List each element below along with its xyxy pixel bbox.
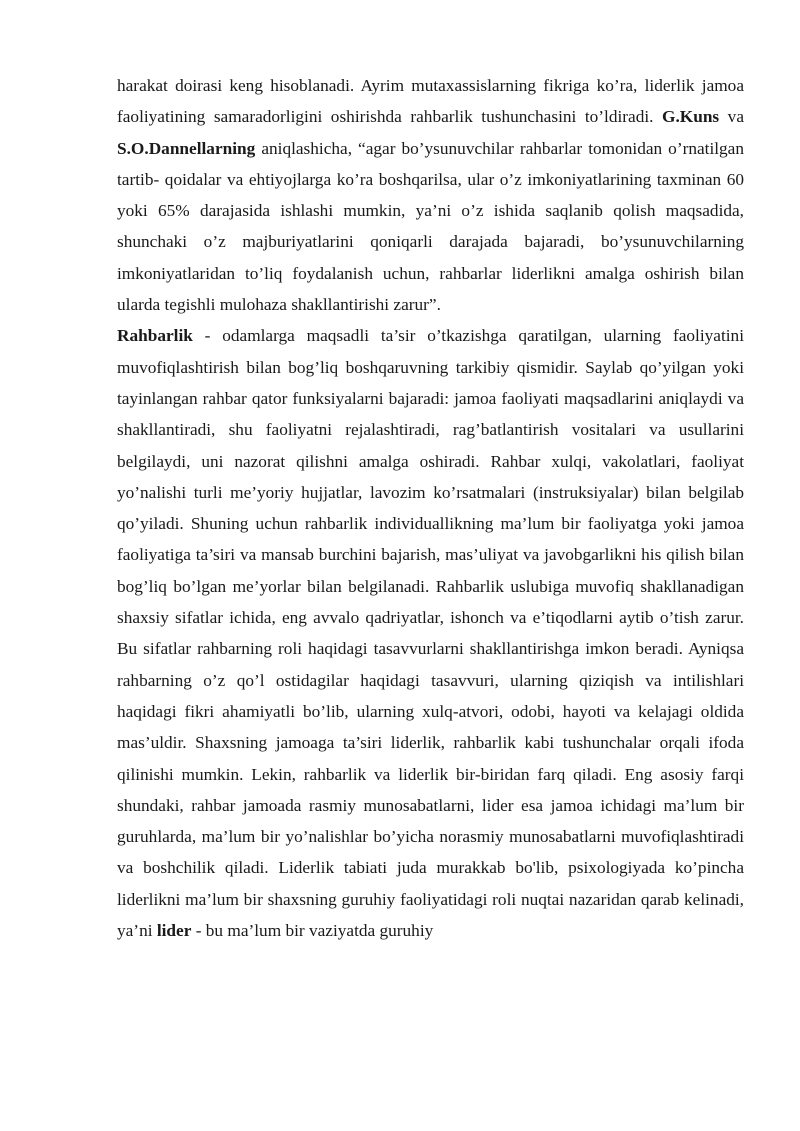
- paragraph-1-text-3: aniqlashicha, “agar bo’ysunuvchilar rahbarlar tomonidan o’rnatilgan tartib- qoidalar va ehtiyojlarga ko’ra boshqarilsa, ular o’z imkoniyatlarining taxminan 60 yoki 65% darajasida ishlashi mumkin, ya’ni o’z ishida saqlanib qolish maqsadida, shunchaki o’z majburiyatlarini qoniqarli darajada bajaradi, bo’ysunuvchilarning imkoniyatlaridan to’liq foydalanish uchun, rahbarlar liderlikni amalga oshirish bilan ularda tegishli mulohaza shakllantirishi zarur”.: [117, 138, 744, 315]
- paragraph-1: [117, 70, 744, 320]
- paragraph-2-text-2: - bu ma’lum bir vaziyatda guruhiy: [191, 921, 434, 941]
- paragraph-1-text-1: harakat doirasi keng hisoblanadi. Ayrim mutaxassislarning fikriga ko’ra, liderlik jamoa faoliyatining samaradorligini oshirishda rahbarlik tushunchasini to’ldiradi.: [117, 76, 744, 127]
- paragraph-2: [117, 320, 744, 946]
- paragraph-2-text-1: - odamlarga maqsadli ta’sir o’tkazishga qaratilgan, ularning faoliyatini muvofiqlashtirish bilan bog’liq boshqaruvning tarkibiy qismidir. Saylab qo’yilgan yoki tayinlangan rahbar qator funksiyalarni bajaradi: jamoa faoliyati maqsadlarini aniqlaydi va shakllantiradi, shu faoliyatni rejalashtiradi, rag’batlantirish vositalari va usullarini belgilaydi, uni nazorat qilishni amalga oshiradi. Rahbar xulqi, vakolatlari, faoliyat yo’nalishi turli me’yoriy hujjatlar, lavozim ko’rsatmalari (instruksiyalar) bilan belgilab qo’yiladi. Shuning uchun rahbarlik individuallikning ma’lum bir faoliyatga yoki jamoa faoliyatiga ta’siri va mansab burchini bajarish, mas’uliyat va javobgarlikni his qilish bilan bog’liq bo’lgan me’yorlar bilan belgilanadi. Rahbarlik uslubiga muvofiq shakllanadigan shaxsiy sifatlar ichida, eng avvalo qadriyatlar, ishonch va e’tiqodlarni aytib o’tish zarur. Bu sifatlar rahbarning roli haqidagi tasavvurlarni shakllantirishga imkon beradi. Ayniqsa rahbarning o’z qo’l ostidagilar haqidagi tasavvuri, ularning qiziqish va intilishlari haqidagi fikri ahamiyatli bo’lib, ularning xulq-atvori, odobi, hayoti va kelajagi oldida mas’uldir. Shaxsning jamoaga ta’siri liderlik, rahbarlik kabi tushunchalar orqali ifoda qilinishi mumkin. Lekin, rahbarlik va liderlik bir-biridan farq qiladi. Eng asosiy farqi shundaki, rahbar jamoada rasmiy munosabatlarni, lider esa jamoa ichidagi ma’lum bir guruhlarda, ma’lum bir yo’nalishlar bo’yicha norasmiy munosabatlarni muvofiqlashtiradi va boshchilik qiladi. Liderlik tabiati juda murakkab bo'lib, psixologiyada ko’pincha liderlikni ma’lum bir shaxsning guruhiy faoliyatidagi roli nuqtai nazaridan qarab kelinadi, ya’ni: [117, 326, 744, 941]
- term-rahbarlik: Rahbarlik: [117, 326, 193, 346]
- author-name-dannellar: S.O.Dannellarning: [117, 138, 256, 158]
- term-lider: lider: [156, 921, 192, 941]
- paragraph-1-text-2: va: [719, 107, 744, 127]
- author-name-kuns: G.Kuns: [662, 107, 720, 127]
